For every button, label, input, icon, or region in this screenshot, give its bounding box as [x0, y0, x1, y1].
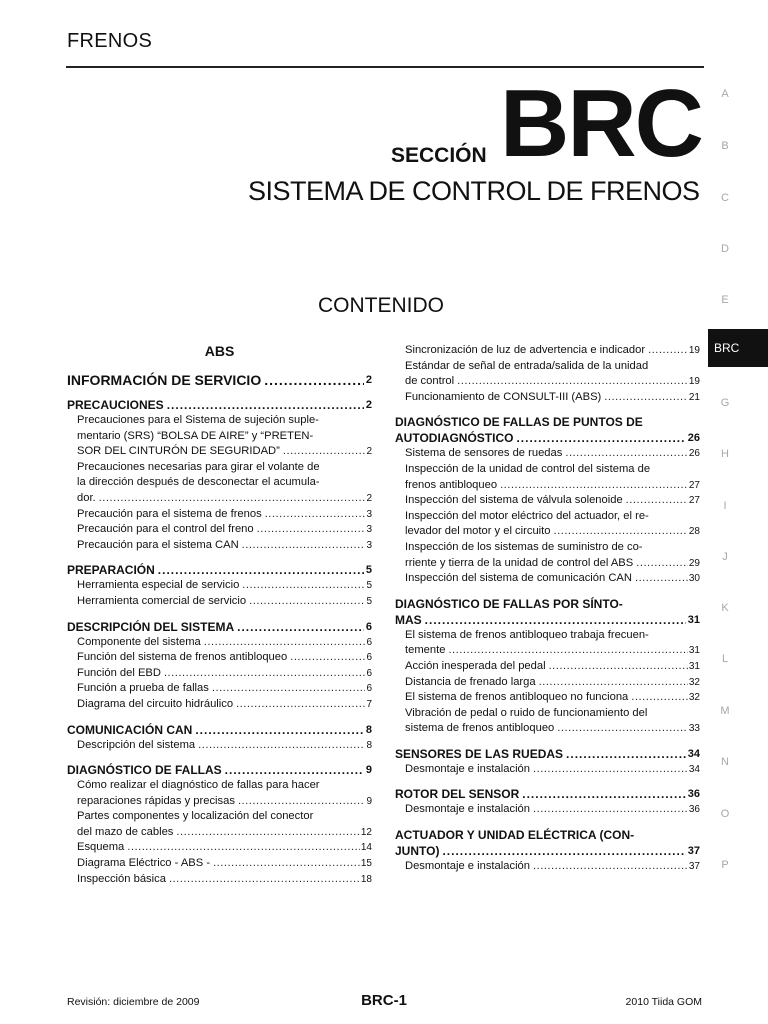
- section-label: SECCIÓN: [391, 144, 487, 167]
- toc-section-entry[interactable]: [67, 619, 372, 635]
- side-index-letter[interactable]: M: [720, 705, 730, 717]
- side-index-letter[interactable]: J: [722, 551, 728, 563]
- dot-leader: [158, 562, 364, 578]
- toc-subentry-lastline: [77, 522, 372, 538]
- dot-leader: [533, 802, 688, 818]
- toc-subentry-text: Desmontaje e instalación: [405, 803, 530, 816]
- toc-subentry-text: de control: [405, 375, 455, 388]
- toc-subentry-lastline: [405, 762, 700, 778]
- toc-subentry[interactable]: [395, 540, 700, 571]
- toc-section-entry[interactable]: [395, 786, 700, 802]
- toc-page-number: 21: [688, 391, 700, 403]
- toc-subentry[interactable]: [67, 681, 372, 697]
- toc-subentry-text: Precaución para el sistema de frenos: [77, 507, 262, 520]
- toc-section-title: DIAGNÓSTICO DE FALLAS DE PUNTOS DE: [395, 415, 643, 430]
- toc-subentry-text: dor.: [77, 491, 96, 504]
- dot-leader: [631, 690, 688, 706]
- dot-leader: [164, 666, 365, 682]
- toc-subentry-lastline: [77, 856, 372, 872]
- dot-leader: [500, 478, 688, 494]
- toc-subentry-lastline: [405, 659, 700, 675]
- toc-subentry-lastline: [405, 721, 700, 737]
- dot-leader: [195, 722, 364, 738]
- toc-subentry-lastline: [405, 802, 700, 818]
- dot-leader: [566, 746, 686, 762]
- toc-subentry-text: Sistema de sensores de ruedas: [405, 447, 563, 460]
- toc-page-number: 6: [366, 636, 372, 648]
- dot-leader: [264, 372, 364, 388]
- toc-page-number: 6: [366, 683, 372, 695]
- toc-section-title: DESCRIPCIÓN DEL SISTEMA: [67, 619, 235, 634]
- toc-subentry-text: Cómo realizar el diagnóstico de fallas para hacer: [77, 779, 320, 792]
- toc-subentry[interactable]: [67, 413, 372, 460]
- toc-subentry[interactable]: [395, 509, 700, 540]
- toc-subentry[interactable]: [395, 762, 700, 778]
- toc-subentry[interactable]: [67, 840, 372, 856]
- toc-page-number: 5: [366, 580, 372, 592]
- toc-subentry[interactable]: [67, 635, 372, 651]
- toc-subentry-lastline: [405, 524, 700, 540]
- toc-section-title: INFORMACIÓN DE SERVICIO: [67, 372, 262, 388]
- toc-subentry[interactable]: [67, 578, 372, 594]
- dot-leader: [176, 825, 359, 841]
- toc-subentry[interactable]: [395, 675, 700, 691]
- toc-subentry[interactable]: [67, 738, 372, 754]
- dot-leader: [516, 430, 685, 446]
- chapter-title: FRENOS: [67, 30, 153, 52]
- dot-leader: [635, 571, 688, 587]
- dot-leader: [522, 786, 686, 802]
- toc-subentry-lastline: [77, 738, 372, 754]
- dot-leader: [198, 738, 365, 754]
- toc-section-entry[interactable]: [67, 397, 372, 413]
- side-index-letter[interactable]: E: [721, 294, 729, 306]
- side-index-letter[interactable]: P: [721, 859, 729, 871]
- toc-subentry-text: Inspección del sistema de válvula solenoide: [405, 494, 623, 507]
- toc-subentry-lastline: [405, 675, 700, 691]
- toc-subentry-text: Descripción del sistema: [77, 738, 196, 751]
- dot-leader: [648, 343, 688, 359]
- toc-section-title: PRECAUCIONES: [67, 398, 164, 412]
- toc-subentry-lastline: [405, 374, 700, 390]
- toc-subentry-text: Estándar de señal de entrada/salida de la unidad: [405, 359, 649, 372]
- toc-group: [67, 562, 372, 609]
- toc-subentry-text: El sistema de frenos antibloqueo trabaja frecuen-: [405, 628, 649, 641]
- dot-leader: [457, 374, 688, 390]
- toc-page-number: 33: [688, 723, 700, 735]
- toc-subentry-lastline: [77, 578, 372, 594]
- toc-group: [395, 746, 700, 778]
- toc-subentry-text: Desmontaje e instalación: [405, 860, 530, 873]
- side-index-letter[interactable]: I: [723, 500, 727, 512]
- toc-subentry-text: Sincronización de luz de advertencia e indicador: [405, 344, 646, 356]
- toc-page-number: 12: [360, 826, 372, 838]
- toc-subentry[interactable]: [67, 650, 372, 666]
- toc-group: [67, 762, 372, 887]
- dot-leader: [539, 675, 688, 691]
- dot-leader: [238, 794, 365, 810]
- toc-section-line: [395, 786, 700, 802]
- toc-page-number: 19: [688, 376, 700, 388]
- toc-page-number: 37: [688, 861, 700, 873]
- dot-leader: [212, 681, 366, 697]
- toc-section-line: [395, 843, 700, 859]
- toc-section-entry[interactable]: [395, 746, 700, 762]
- toc-page-number: 8: [366, 739, 372, 751]
- toc-section-line: [395, 414, 700, 430]
- toc-subentry-text: Componente del sistema: [77, 635, 201, 648]
- toc-subentry-text: del mazo de cables: [77, 825, 174, 838]
- toc-subentry[interactable]: [67, 809, 372, 840]
- toc-subentry-lastline: [405, 446, 700, 462]
- toc-subentry[interactable]: [67, 872, 372, 888]
- toc-page-number: 5: [365, 564, 372, 577]
- toc-left-column: [67, 343, 372, 896]
- toc-page-number: 5: [366, 595, 372, 607]
- toc-page-number: 28: [688, 526, 700, 538]
- toc-subentry-lastline: [77, 635, 372, 651]
- toc-subentry-text: Desmontaje e instalación: [405, 762, 530, 775]
- toc-subentry-text: Vibración de pedal o ruido de funcionamiento del: [405, 706, 648, 719]
- toc-subentry-text: rriente y tierra de la unidad de control del ABS: [405, 556, 634, 569]
- toc-section-title: PREPARACIÓN: [67, 563, 155, 578]
- toc-subentry-text: Función del EBD: [77, 666, 161, 679]
- toc-subentry-text: Inspección del motor eléctrico del actuador, el re-: [405, 509, 649, 522]
- toc-section-line: [395, 827, 700, 843]
- toc-subentry-text: Herramienta especial de servicio: [77, 579, 240, 592]
- toc-subentry-lastline: [77, 594, 372, 610]
- toc-page-number: 6: [365, 620, 372, 633]
- toc-section-line: [67, 722, 372, 738]
- toc-page-number: 9: [366, 795, 372, 807]
- dot-leader: [242, 578, 365, 594]
- toc-subentry-text: levador del motor y el circuito: [405, 525, 551, 538]
- toc-page-number: 6: [366, 667, 372, 679]
- toc-page-number: 30: [688, 573, 700, 585]
- dot-leader: [99, 491, 366, 507]
- toc-subentry-text: Diagrama Eléctrico - ABS -: [77, 857, 211, 870]
- toc-page-number: 27: [688, 495, 700, 507]
- toc-subentry-lastline: [405, 859, 700, 875]
- toc-subentry-text: Partes componentes y localización del conector: [77, 810, 314, 823]
- toc-section-entry[interactable]: [395, 414, 700, 446]
- header-divider: [66, 66, 704, 68]
- toc-subentry[interactable]: [67, 666, 372, 682]
- dot-leader: [442, 843, 685, 859]
- toc-subentry-text: frenos antibloqueo: [405, 478, 498, 491]
- side-index-letter[interactable]: G: [720, 397, 730, 409]
- dot-leader: [533, 859, 688, 875]
- toc-subentry-text: Precauciones necesarias para girar el volante de: [77, 460, 320, 473]
- toc-page-number: 2: [366, 446, 372, 458]
- toc-page-number: 3: [366, 508, 372, 520]
- toc-subentry[interactable]: [395, 659, 700, 675]
- toc-page-number: 15: [360, 858, 372, 870]
- toc-page-number: 2: [366, 492, 372, 504]
- toc-heading: ABS: [204, 343, 235, 359]
- toc-subentry-text: mentario (SRS) “BOLSA DE AIRE” y “PRETEN-: [77, 429, 314, 442]
- dot-leader: [204, 635, 366, 651]
- toc-page-number: 6: [366, 652, 372, 664]
- toc-subentry-text: Inspección de la unidad de control del sistema de: [405, 462, 651, 475]
- toc-page-number: 34: [688, 763, 700, 775]
- toc-section-line: [395, 746, 700, 762]
- dot-leader: [425, 612, 686, 628]
- toc-subentry[interactable]: [67, 538, 372, 554]
- toc-group: [67, 722, 372, 754]
- side-index-letter[interactable]: L: [721, 653, 729, 665]
- toc-section-title: JUNTO): [395, 844, 440, 859]
- toc-subentry-lastline: [405, 493, 700, 509]
- toc-page-number: 27: [688, 479, 700, 491]
- dot-leader: [265, 507, 366, 523]
- toc-page-number: 19: [688, 345, 700, 356]
- revision-date: Revisión: diciembre de 2009: [67, 996, 200, 1008]
- toc-subentry-text: la dirección después de desconectar el acumula-: [77, 476, 320, 489]
- toc-section-title: DIAGNÓSTICO DE FALLAS POR SÍNTO-: [395, 596, 623, 611]
- contents-title: CONTENIDO: [318, 294, 444, 317]
- dot-leader: [127, 840, 360, 856]
- dot-leader: [533, 762, 688, 778]
- toc-subentry-lastline: [77, 681, 372, 697]
- dot-leader: [604, 390, 688, 406]
- toc-section-title: DIAGNÓSTICO DE FALLAS: [67, 763, 222, 778]
- toc-subentry[interactable]: [395, 859, 700, 875]
- toc-subentry-lastline: [405, 643, 700, 659]
- toc-subentry-text: sistema de frenos antibloqueo: [405, 722, 555, 735]
- toc-page-number: 14: [360, 842, 372, 854]
- toc-right-column: [395, 343, 700, 884]
- toc-subentry[interactable]: [67, 778, 372, 809]
- toc-subentry-lastline: [77, 825, 372, 841]
- toc-page-number: 29: [688, 557, 700, 569]
- dot-leader: [237, 619, 364, 635]
- toc-section-line: [67, 619, 372, 635]
- toc-section-line: [67, 762, 372, 778]
- toc-subentry-text: Acción inesperada del pedal: [405, 659, 546, 672]
- toc-page-number: 8: [365, 723, 372, 736]
- toc-section-entry[interactable]: [67, 562, 372, 578]
- toc-subentry[interactable]: [395, 390, 700, 406]
- toc-subentry-text: Precauciones para el Sistema de sujeción suple-: [77, 414, 319, 426]
- side-index-letter[interactable]: A: [721, 88, 729, 100]
- dot-leader: [448, 643, 687, 659]
- toc-page-number: 36: [688, 804, 700, 816]
- dot-leader: [167, 397, 364, 413]
- toc-section-entry[interactable]: [395, 596, 700, 628]
- toc-subentry-text: Precaución para el sistema CAN: [77, 538, 239, 551]
- toc-subentry[interactable]: [395, 571, 700, 587]
- side-index-letter[interactable]: B: [721, 140, 729, 152]
- toc-subentry-lastline: [405, 478, 700, 494]
- toc-subentry-lastline: [77, 872, 372, 888]
- toc-subentry-text: reparaciones rápidas y precisas: [77, 794, 235, 807]
- toc-subentry-lastline: [77, 444, 372, 460]
- toc-group: [395, 786, 700, 818]
- toc-section-line: [395, 430, 700, 446]
- toc-page-number: 3: [366, 539, 372, 551]
- dot-leader: [169, 872, 360, 888]
- toc-subentry[interactable]: [67, 507, 372, 523]
- dot-leader: [565, 446, 688, 462]
- section-name: SISTEMA DE CONTROL DE FRENOS: [248, 176, 700, 206]
- toc-page-number: 31: [687, 613, 700, 626]
- toc-subentry[interactable]: [395, 628, 700, 659]
- toc-subentry-lastline: [405, 390, 700, 406]
- toc-section-title: SENSORES DE LAS RUEDAS: [395, 746, 564, 761]
- toc-subentry-lastline: [77, 840, 372, 856]
- toc-page-number: 9: [365, 764, 372, 777]
- toc-subentry-text: SOR DEL CINTURÓN DE SEGURIDAD”: [77, 445, 280, 458]
- toc-subentry[interactable]: [395, 493, 700, 509]
- toc-subentry-text: Inspección del sistema de comunicación CAN: [405, 572, 632, 585]
- side-index-letter[interactable]: K: [721, 602, 729, 614]
- toc-subentry-lastline: [77, 794, 372, 810]
- toc-page-number: 37: [687, 845, 700, 858]
- toc-section-title: ACTUADOR Y UNIDAD ELÉCTRICA (CON-: [395, 828, 635, 843]
- toc-subentry-lastline: [77, 697, 372, 713]
- toc-subentry-text: Diagrama del circuito hidráulico: [77, 697, 234, 710]
- dot-leader: [290, 650, 365, 666]
- dot-leader: [213, 856, 360, 872]
- toc-page-number: 2: [365, 374, 372, 386]
- toc-subentry-text: Herramienta comercial de servicio: [77, 594, 247, 607]
- toc-subentry[interactable]: [67, 594, 372, 610]
- toc-subentry-text: Distancia de frenado larga: [405, 675, 536, 688]
- toc-subentry-text: Esquema: [77, 841, 125, 854]
- toc-group: [395, 343, 700, 405]
- toc-page-number: 7: [366, 698, 372, 710]
- toc-group: [395, 414, 700, 586]
- toc-page-number: 3: [366, 524, 372, 536]
- dot-leader: [242, 538, 366, 554]
- dot-leader: [236, 697, 365, 713]
- side-index-active-tab[interactable]: BRC: [708, 329, 768, 367]
- toc-page-number: 2: [365, 399, 372, 411]
- toc-subentry-lastline: [405, 571, 700, 587]
- toc-subentry[interactable]: [395, 343, 700, 359]
- toc-page-number: 32: [688, 692, 700, 704]
- toc-subentry[interactable]: [67, 460, 372, 507]
- toc-subentry[interactable]: [395, 462, 700, 493]
- toc-page-number: 31: [688, 645, 700, 657]
- toc-page-number: 26: [688, 448, 700, 460]
- toc-subentry-text: Funcionamiento de CONSULT-III (ABS): [405, 390, 602, 403]
- toc-page-number: 34: [687, 747, 700, 760]
- toc-subentry-lastline: [405, 690, 700, 706]
- toc-subentry-lastline: [405, 556, 700, 572]
- section-code: BRC: [500, 70, 702, 177]
- toc-page-number: 26: [687, 432, 700, 445]
- toc-section-title: ROTOR DEL SENSOR: [395, 787, 520, 802]
- toc-section-line: [395, 612, 700, 628]
- dot-leader: [257, 522, 366, 538]
- toc-subentry[interactable]: [67, 697, 372, 713]
- side-index-letter[interactable]: H: [721, 448, 729, 460]
- toc-page-number: 31: [688, 660, 700, 672]
- toc-subentry-lastline: [77, 538, 372, 554]
- toc-subentry-text: Inspección de los sistemas de suministro de co-: [405, 540, 643, 553]
- toc-subentry[interactable]: [395, 706, 700, 737]
- vehicle-model: 2010 Tiida GOM: [625, 996, 702, 1008]
- toc-subentry-text: Precaución para el control del freno: [77, 523, 254, 536]
- dot-leader: [225, 762, 364, 778]
- toc-subentry-text: Función a prueba de fallas: [77, 682, 209, 695]
- toc-subentry-text: Inspección básica: [77, 872, 166, 885]
- toc-group: [67, 619, 372, 713]
- toc-section-entry[interactable]: [67, 372, 372, 388]
- toc-section-title: AUTODIAGNÓSTICO: [395, 431, 514, 446]
- toc-subentry-lastline: [77, 491, 372, 507]
- toc-section-title: COMUNICACIÓN CAN: [67, 722, 193, 737]
- toc-section-title: MAS: [395, 612, 422, 627]
- toc-subentry-text: Función del sistema de frenos antibloqueo: [77, 651, 288, 664]
- toc-subentry[interactable]: [67, 856, 372, 872]
- dot-leader: [283, 444, 366, 460]
- toc-subentry-lastline: [405, 343, 700, 359]
- dot-leader: [549, 659, 688, 675]
- toc-subentry[interactable]: [67, 522, 372, 538]
- side-index-letter[interactable]: C: [721, 192, 729, 204]
- toc-group: [395, 827, 700, 875]
- toc-subentry-lastline: [77, 507, 372, 523]
- toc-section-line: [67, 562, 372, 578]
- toc-section-entry[interactable]: [67, 722, 372, 738]
- dot-leader: [626, 493, 688, 509]
- toc-subentry[interactable]: [395, 359, 700, 390]
- dot-leader: [249, 594, 365, 610]
- toc-group: [395, 596, 700, 737]
- side-index-letter[interactable]: O: [720, 808, 730, 820]
- toc-page-number: 18: [360, 873, 372, 885]
- side-index-letter[interactable]: D: [721, 243, 729, 255]
- toc-section-entry[interactable]: [67, 762, 372, 778]
- toc-subentry[interactable]: [395, 446, 700, 462]
- toc-section-line: [67, 397, 372, 413]
- dot-leader: [557, 721, 688, 737]
- toc-subentry-lastline: [77, 650, 372, 666]
- toc-subentry-text: temente: [405, 644, 446, 657]
- toc-page-number: 32: [688, 676, 700, 688]
- dot-leader: [554, 524, 688, 540]
- toc-subentry[interactable]: [395, 690, 700, 706]
- toc-subentry-text: El sistema de frenos antibloqueo no funciona: [405, 691, 629, 704]
- toc-group: [67, 397, 372, 553]
- page-id: BRC-1: [361, 992, 407, 1009]
- toc-subentry-lastline: [77, 666, 372, 682]
- dot-leader: [636, 556, 688, 572]
- toc-subentry[interactable]: [395, 802, 700, 818]
- toc-page-number: 36: [687, 788, 700, 801]
- toc-section-entry[interactable]: [395, 827, 700, 859]
- toc-section-line: [395, 596, 700, 612]
- side-index-letter[interactable]: N: [721, 756, 729, 768]
